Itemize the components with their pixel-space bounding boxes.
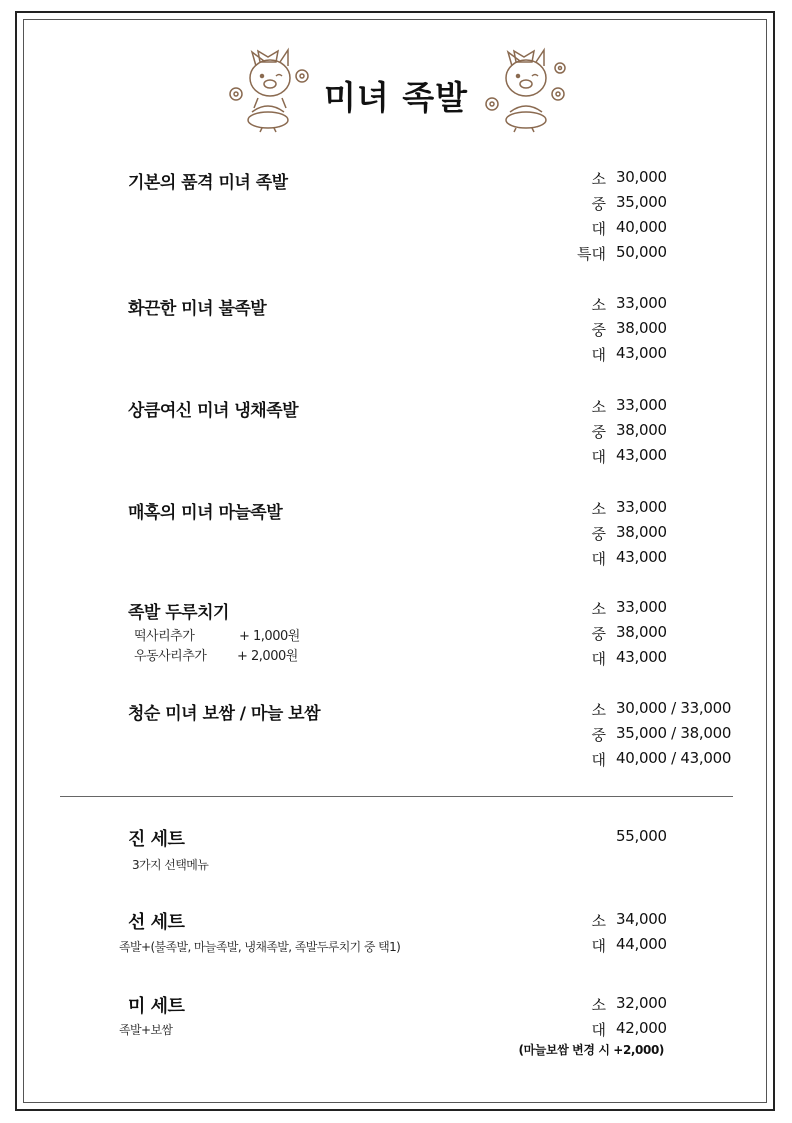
price-value: 35,000 / 38,000 — [616, 724, 732, 742]
price-value: 38,000 — [616, 623, 667, 641]
size-label: 특대 — [577, 245, 606, 263]
size-label: 대 — [591, 448, 606, 466]
page-title: 미녀 족발 — [323, 78, 468, 117]
size-label: 대 — [591, 550, 606, 568]
size-label: 중 — [591, 525, 606, 543]
size-label: 중 — [591, 726, 606, 744]
size-label: 소 — [591, 996, 606, 1014]
price-value: 33,000 — [616, 598, 667, 616]
price-value: 42,000 — [616, 1019, 667, 1037]
set-description: 3가지 선택메뉴 — [132, 858, 209, 872]
size-label: 대 — [591, 220, 606, 238]
menu-item-name: 매혹의 미녀 마늘족발 — [128, 503, 283, 523]
size-label: 소 — [591, 912, 606, 930]
price-value: 38,000 — [616, 523, 667, 541]
size-label: 소 — [591, 170, 606, 188]
menu-item-name: 기본의 품격 미녀 족발 — [128, 173, 288, 193]
price-value: 38,000 — [616, 421, 667, 439]
addon-label: 떡사리추가 — [134, 629, 195, 644]
size-label: 중 — [591, 625, 606, 643]
price-value: 38,000 — [616, 319, 667, 337]
size-label: 대 — [591, 937, 606, 955]
set-description: 족발+보쌈 — [119, 1023, 173, 1037]
price-value: 30,000 — [616, 168, 667, 186]
menu-item-name: 족발 두루치기 — [128, 603, 229, 623]
price-value: 43,000 — [616, 548, 667, 566]
size-label: 중 — [591, 321, 606, 339]
price-value: 43,000 — [616, 446, 667, 464]
size-label: 대 — [591, 346, 606, 364]
price-value: 40,000 / 43,000 — [616, 749, 732, 767]
price-value: 55,000 — [616, 827, 667, 845]
size-label: 소 — [591, 701, 606, 719]
size-label: 중 — [591, 195, 606, 213]
price-value: 30,000 / 33,000 — [616, 699, 732, 717]
price-value: 40,000 — [616, 218, 667, 236]
set-name: 선 세트 — [128, 912, 185, 933]
menu-item-name: 상큼여신 미녀 냉채족발 — [128, 401, 299, 421]
section-divider — [60, 796, 733, 797]
price-value: 35,000 — [616, 193, 667, 211]
price-value: 50,000 — [616, 243, 667, 261]
price-value: 43,000 — [616, 648, 667, 666]
size-label: 대 — [591, 650, 606, 668]
addon-label: 우동사리추가 — [134, 649, 207, 664]
size-label: 소 — [591, 500, 606, 518]
price-value: 33,000 — [616, 498, 667, 516]
right-pig-mascot-icon — [476, 42, 576, 134]
price-note: (마늘보쌈 변경 시 +2,000) — [518, 1043, 664, 1057]
size-label: 대 — [591, 751, 606, 769]
price-value: 33,000 — [616, 294, 667, 312]
menu-item-name: 청순 미녀 보쌈 / 마늘 보쌈 — [128, 704, 321, 724]
size-label: 소 — [591, 296, 606, 314]
price-value: 33,000 — [616, 396, 667, 414]
addon-price: + 1,000원 — [239, 629, 300, 644]
set-name: 진 세트 — [128, 829, 185, 850]
price-value: 34,000 — [616, 910, 667, 928]
size-label: 중 — [591, 423, 606, 441]
set-description: 족발+(불족발, 마늘족발, 냉채족발, 족발두루치기 중 택1) — [119, 940, 401, 954]
menu-item-name: 화끈한 미녀 불족발 — [128, 299, 267, 319]
price-value: 44,000 — [616, 935, 667, 953]
price-value: 32,000 — [616, 994, 667, 1012]
size-label: 대 — [591, 1021, 606, 1039]
price-value: 43,000 — [616, 344, 667, 362]
set-name: 미 세트 — [128, 996, 185, 1017]
size-label: 소 — [591, 600, 606, 618]
size-label: 소 — [591, 398, 606, 416]
addon-price: + 2,000원 — [237, 649, 298, 664]
